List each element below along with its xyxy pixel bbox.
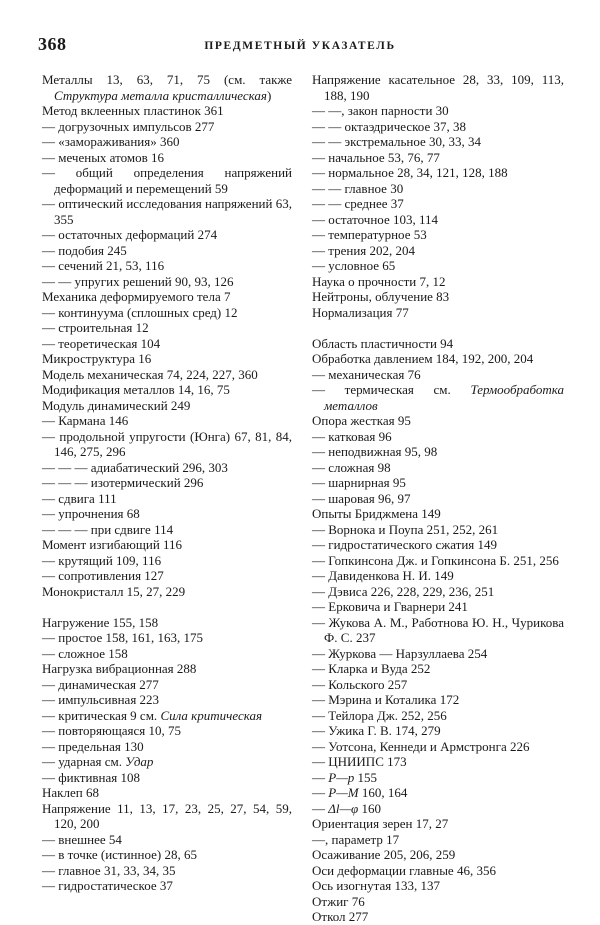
index-entry-text: — меченых атомов 16 (42, 149, 164, 165)
index-entry-text: — гидростатическое 37 (42, 878, 173, 893)
index-entry-text: — Ужика Г. В. 174, 279 (312, 723, 441, 738)
index-entry-text: — Кармана 146 (42, 413, 129, 428)
index-entry (42, 103, 292, 119)
index-entry-text: — фиктивная 108 (42, 769, 141, 785)
index-entry-text: — — упругих решений 90, 93, 126 (42, 273, 234, 289)
index-entry (312, 413, 564, 429)
index-entry (312, 227, 564, 243)
index-entry (312, 274, 564, 290)
index-entry-text: — Ерковича и Гварнери 241 (312, 599, 468, 614)
index-entry-text: —, параметр 17 (312, 831, 400, 847)
index-entry (312, 243, 564, 259)
index-entry-text: — континуума (сплошных сред) 12 (42, 304, 238, 320)
index-entry-text: — Гопкинсона Дж. и Гопкинсона Б. 251, 256 (312, 552, 559, 568)
index-entry-text: — — — адиабатический 296, 303 (42, 459, 228, 475)
index-entry (312, 909, 564, 925)
index-entry (42, 754, 292, 770)
index-entry (312, 568, 564, 584)
index-entry-text: — общий определения напряжений деформаций и перемещений 59 (42, 165, 292, 196)
index-entry (312, 150, 564, 166)
index-entry-text: — (312, 785, 329, 800)
index-entry (42, 367, 292, 383)
index-entry (312, 878, 564, 894)
index-entry (312, 336, 564, 352)
index-entry-text: — Ворнока и Поупа 251, 252, 261 (312, 521, 499, 537)
index-entry (312, 134, 564, 150)
index-entry-text: — Уотсона, Кеннеди и Армстронга 226 (312, 738, 530, 754)
index-entry (312, 258, 564, 274)
index-column-right (312, 72, 564, 925)
index-entry-text: Откол 277 (312, 909, 369, 924)
index-entry-text: Механика деформируемого тела 7 (42, 289, 231, 304)
index-entry (312, 584, 564, 600)
index-entry-text: Область пластичности 94 (312, 335, 454, 351)
index-entry-text: — внешнее 54 (42, 831, 122, 847)
index-entry (42, 692, 292, 708)
index-entry-text: — — — при сдвиге 114 (42, 521, 174, 537)
index-entry (42, 274, 292, 290)
index-entry-text: — оптический исследования напряжений 63, 355 (42, 196, 292, 227)
index-entry (42, 336, 292, 352)
index-entry-text: — — — изотермический 296 (42, 475, 204, 490)
index-entry (42, 723, 292, 739)
index-entry-reference: Структура металла кристаллическая (54, 87, 267, 103)
index-entry (42, 553, 292, 569)
index-entry (312, 646, 564, 662)
index-entry (42, 832, 292, 848)
index-entry-text: — — октаэдрическое 37, 38 (312, 118, 466, 134)
index-entry-text: — шаровая 96, 97 (312, 490, 411, 506)
index-entry-reference: Δl—φ (328, 800, 359, 816)
index-entry-text: — Тейлора Дж. 252, 256 (312, 707, 447, 723)
index-entry (312, 847, 564, 863)
index-entry-text: Метод вклеенных пластинок 361 (42, 103, 224, 118)
index-entry (42, 801, 292, 832)
index-entry (312, 677, 564, 693)
index-entry-text: — условное 65 (312, 258, 396, 273)
index-entry (42, 537, 292, 553)
index-entry-text: — Дэвиса 226, 228, 229, 236, 251 (312, 583, 495, 599)
index-entry-text: — в точке (истинное) 28, 65 (42, 847, 197, 862)
index-entry (312, 506, 564, 522)
index-entry-text: — Давиденкова Н. И. 149 (312, 568, 454, 583)
index-entry-text: — повторяющаяся 10, 75 (42, 723, 181, 738)
index-entry-text: — температурное 53 (312, 227, 427, 242)
index-entry-text: — сопротивления 127 (42, 568, 164, 583)
index-entry (312, 196, 564, 212)
index-entry-text: — Мэрина и Коталика 172 (312, 692, 460, 707)
index-entry (312, 475, 564, 491)
index-entry (42, 320, 292, 336)
index-entry-text: — продольной упругости (Юнга) 67, 81, 84, 146, 275, 296 (42, 428, 292, 459)
index-entry-text: — Жукова А. М., Работнова Ю. Н., Чурикова Ф. С. 237 (312, 614, 564, 645)
index-entry-text: Опыты Бриджмена 149 (312, 506, 441, 521)
index-entry (312, 351, 564, 367)
index-entry-text: — катковая 96 (312, 428, 392, 444)
index-entry (42, 878, 292, 894)
index-entry-text: — нормальное 28, 34, 121, 128, 188 (312, 165, 508, 180)
index-entry (312, 181, 564, 197)
index-entry-text: Нейтроны, облучение 83 (312, 289, 450, 304)
index-entry (42, 134, 292, 150)
index-entry-text: — трения 202, 204 (312, 242, 416, 258)
index-entry-text: — строительная 12 (42, 320, 149, 335)
index-entry-text: — «замораживания» 360 (42, 134, 180, 149)
index-entry-text: — импульсивная 223 (42, 692, 160, 707)
index-entry (42, 646, 292, 662)
index-entry (42, 584, 292, 600)
index-entry (42, 305, 292, 321)
index-entry-text: — сложное 158 (42, 645, 128, 661)
index-entry (42, 677, 292, 693)
index-entry (312, 165, 564, 181)
index-entry-text: — остаточное 103, 114 (312, 211, 438, 227)
index-entry (42, 196, 292, 227)
index-entry (42, 739, 292, 755)
index-entry (312, 708, 564, 724)
index-entry-text: — динамическая 277 (42, 676, 159, 692)
index-entry (42, 708, 292, 724)
index-entry-reference: Сила критическая (160, 707, 263, 723)
index-entry-text: Напряжение 11, 13, 17, 23, 25, 27, 54, 59, 120, 200 (42, 800, 292, 831)
index-entry (42, 119, 292, 135)
index-entry (42, 243, 292, 259)
running-title: ПРЕДМЕТНЫЙ УКАЗАТЕЛЬ (204, 40, 396, 52)
index-entry (312, 785, 564, 801)
index-entry-text: — предельная 130 (42, 738, 144, 754)
index-entry (42, 72, 292, 103)
index-entry-text: Монокристалл 15, 27, 229 (42, 583, 186, 599)
index-entry-text: — Кларка и Вуда 252 (312, 661, 431, 676)
index-entry (312, 367, 564, 383)
index-entry (42, 227, 292, 243)
index-entry (312, 599, 564, 615)
index-entry (42, 568, 292, 584)
index-entry-text: — — экстремальное 30, 33, 34 (312, 134, 482, 149)
index-entry-text: Модуль динамический 249 (42, 397, 191, 413)
index-entry-text: Наклеп 68 (42, 785, 99, 800)
index-entry (42, 785, 292, 801)
index-entry (42, 506, 292, 522)
index-entry (312, 801, 564, 817)
index-entry-text: — термическая см. (312, 382, 451, 397)
index-entry-text: — шарнирная 95 (312, 475, 406, 490)
index-entry-text: — начальное 53, 76, 77 (312, 149, 440, 165)
index-entry (42, 289, 292, 305)
index-entry-text: — —, закон парности 30 (312, 103, 449, 118)
index-entry (42, 475, 292, 491)
index-entry-text: Ориентация зерен 17, 27 (312, 816, 449, 831)
index-entry (312, 460, 564, 476)
page-number: 368 (38, 34, 67, 54)
index-entry (312, 816, 564, 832)
index-entry (312, 212, 564, 228)
index-entry (42, 258, 292, 274)
index-entry-text: Оси деформации главные 46, 356 (312, 862, 496, 878)
index-entry-text: — Журкова — Нарзуллаева 254 (312, 645, 488, 661)
index-entry (312, 444, 564, 460)
index-entry (42, 863, 292, 879)
index-entry (42, 522, 292, 538)
index-entry-text: — сечений 21, 53, 116 (42, 258, 165, 273)
index-entry (42, 382, 292, 398)
index-entry (312, 522, 564, 538)
index-entry-text: — механическая 76 (312, 366, 421, 382)
index-entry (42, 165, 292, 196)
index-entry (312, 832, 564, 848)
index-entry (312, 754, 564, 770)
index-entry-text: Опора жесткая 95 (312, 413, 411, 428)
index-entry (42, 460, 292, 476)
index-entry-text: Наука о прочности 7, 12 (312, 273, 446, 289)
index-entry-text: — главное 31, 33, 34, 35 (42, 862, 176, 878)
index-entry (312, 305, 564, 321)
index-column-left (42, 72, 292, 894)
index-entry-text: Нормализация 77 (312, 304, 409, 320)
index-entry-text: Отжиг 76 (312, 893, 365, 909)
index-entry (312, 119, 564, 135)
index-entry-reference: P—p (328, 769, 355, 785)
index-entry (42, 429, 292, 460)
index-entry-text: Модель механическая 74, 224, 227, 360 (42, 366, 258, 382)
index-entry-text: — остаточных деформаций 274 (42, 227, 218, 242)
index-entry (312, 72, 564, 103)
index-entry-text: — — главное 30 (312, 180, 404, 196)
index-entry (42, 847, 292, 863)
index-entry (312, 289, 564, 305)
index-entry (42, 630, 292, 646)
index-entry-text: — простое 158, 161, 163, 175 (42, 630, 203, 645)
index-entry (312, 615, 564, 646)
index-entry (312, 692, 564, 708)
index-entry (42, 661, 292, 677)
index-entry-text: Металлы 13, 63, 71, 75 (см. также (42, 72, 292, 87)
index-entry-text: — крутящий 109, 116 (42, 552, 162, 568)
index-entry-text: — ударная см. (42, 754, 123, 769)
index-entry-text: — — среднее 37 (312, 196, 404, 211)
index-entry-suffix: 155 (354, 769, 377, 785)
index-entry-text: — неподвижная 95, 98 (312, 444, 438, 459)
index-entry (42, 398, 292, 414)
index-entry-suffix: ) (266, 87, 272, 103)
index-entry-reference: P—M (328, 785, 359, 800)
index-entry-text: Напряжение касательное 28, 33, 109, 113, 188, 190 (312, 72, 564, 103)
index-entry (312, 103, 564, 119)
index-entry-text: — упрочнения 68 (42, 506, 140, 521)
index-entry-text: Обработка давлением 184, 192, 200, 204 (312, 351, 534, 366)
index-entry-text: — догрузочных импульсов 277 (42, 118, 215, 134)
index-entry (312, 537, 564, 553)
index-entry-text: Нагружение 155, 158 (42, 614, 159, 630)
index-entry (312, 491, 564, 507)
index-entry (312, 661, 564, 677)
index-entry-text: Ось изогнутая 133, 137 (312, 878, 440, 893)
index-entry (42, 413, 292, 429)
index-entry-reference: Удар (125, 754, 154, 769)
index-entry (312, 429, 564, 445)
index-entry (312, 894, 564, 910)
index-entry (42, 150, 292, 166)
index-entry (312, 739, 564, 755)
index-entry (312, 770, 564, 786)
index-entry (42, 351, 292, 367)
index-entry-text: — подобия 245 (42, 242, 127, 258)
index-entry (42, 770, 292, 786)
index-entry-text: Осаживание 205, 206, 259 (312, 847, 456, 862)
index-entry-text: — (312, 800, 329, 816)
page-header (38, 34, 562, 56)
index-entry-text: Момент изгибающий 116 (42, 537, 183, 552)
index-entry (42, 491, 292, 507)
index-entry-suffix: 160, 164 (358, 785, 408, 800)
index-entry-text: — сдвига 111 (42, 490, 117, 506)
index-entry-reference: Термообработка металлов (324, 382, 564, 413)
index-entry-text: — гидростатического сжатия 149 (312, 537, 498, 552)
index-entry-text: — (312, 769, 329, 785)
index-entry (42, 615, 292, 631)
index-entry-text: Нагрузка вибрационная 288 (42, 661, 197, 676)
index-entry-text: Модификация металлов 14, 16, 75 (42, 382, 230, 397)
index-entry-suffix: 160 (358, 800, 381, 816)
index-entry-text: — Кольского 257 (312, 676, 408, 692)
index-entry (312, 382, 564, 413)
index-entry (312, 553, 564, 569)
index-entry (312, 723, 564, 739)
index-entry-text: — ЦНИИПС 173 (312, 754, 407, 769)
index-entry-text: Микроструктура 16 (42, 351, 152, 366)
index-entry-text: — критическая 9 см. (42, 707, 158, 723)
index-entry-text: — теоретическая 104 (42, 335, 161, 351)
index-entry-text: — сложная 98 (312, 459, 391, 475)
index-entry (312, 863, 564, 879)
